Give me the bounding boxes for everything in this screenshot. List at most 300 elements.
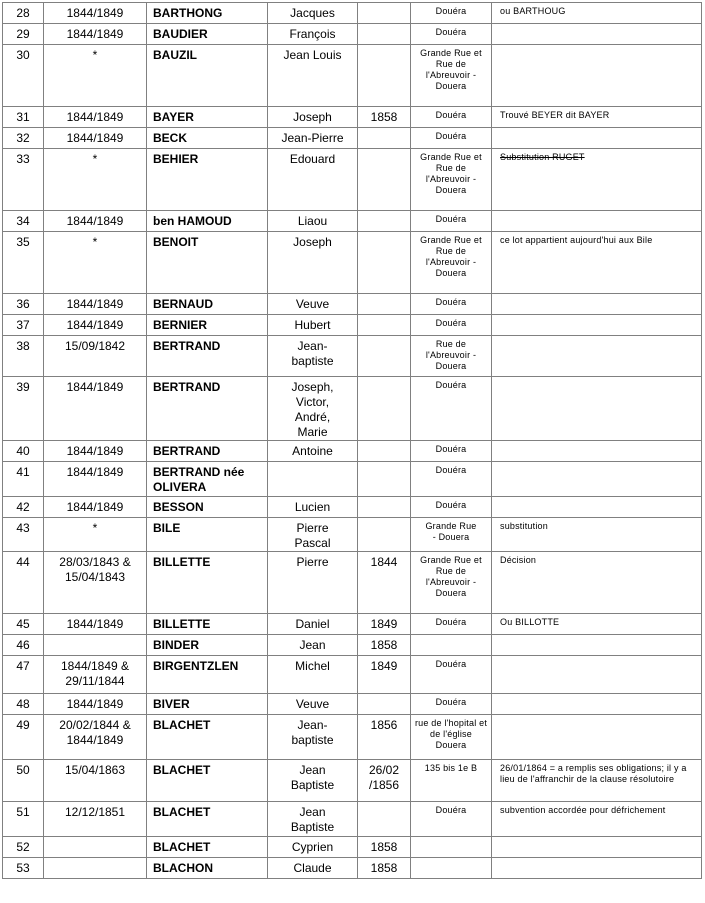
remarks-cell <box>492 45 702 107</box>
grant-date-cell <box>44 128 147 149</box>
location-cell <box>411 518 492 552</box>
surname-cell <box>147 232 268 294</box>
row-number: 38 <box>16 339 30 353</box>
remarks: ou BARTHOUG <box>500 6 566 16</box>
surname: BAUZIL <box>153 48 197 62</box>
year: 1844 <box>370 555 398 569</box>
first-name: Liaou <box>297 214 328 228</box>
year-cell <box>358 760 411 802</box>
first-name: Jean <box>299 638 326 652</box>
year-cell <box>358 3 411 24</box>
location: Douéra <box>435 500 467 510</box>
surname: BLACHON <box>153 861 213 875</box>
first-name-cell <box>268 760 358 802</box>
location: Douéra <box>435 214 467 224</box>
remarks-cell <box>492 694 702 715</box>
surname-cell <box>147 552 268 614</box>
surname-cell <box>147 694 268 715</box>
grant-date: 1844/1849 <box>66 110 124 124</box>
location: Douéra <box>435 27 467 37</box>
grant-date: 1844/1849 <box>66 617 124 631</box>
row-number-cell <box>3 24 44 45</box>
year-cell <box>358 107 411 128</box>
row-number: 48 <box>16 697 30 711</box>
row-number-cell <box>3 694 44 715</box>
remarks-cell <box>492 635 702 656</box>
remarks-cell <box>492 441 702 462</box>
table-row <box>3 294 702 315</box>
table-row <box>3 377 702 441</box>
location-cell <box>411 315 492 336</box>
grant-date: 15/09/1842 <box>64 339 126 353</box>
first-name-cell <box>268 518 358 552</box>
location: Grande Rue et Rue de l'Abreuvoir - Douera <box>420 152 482 195</box>
location: Douéra <box>435 444 467 454</box>
first-name-cell <box>268 858 358 879</box>
row-number-cell <box>3 614 44 635</box>
row-number: 37 <box>16 318 30 332</box>
first-name: Hubert <box>294 318 331 332</box>
year-cell <box>358 24 411 45</box>
location-cell <box>411 614 492 635</box>
location-cell <box>411 24 492 45</box>
surname: BIRGENTZLEN <box>153 659 239 673</box>
first-name-cell <box>268 3 358 24</box>
surname-cell <box>147 462 268 497</box>
year-cell <box>358 211 411 232</box>
location-cell <box>411 656 492 694</box>
row-number: 41 <box>16 465 30 479</box>
grant-date: 1844/1849 <box>66 131 124 145</box>
surname: BARTHONG <box>153 6 223 20</box>
surname-cell <box>147 858 268 879</box>
table-row <box>3 552 702 614</box>
grant-date-cell <box>44 336 147 377</box>
location: Douéra <box>435 318 467 328</box>
first-name: Pierre Pascal <box>294 521 331 550</box>
surname: BESSON <box>153 500 204 514</box>
row-number: 36 <box>16 297 30 311</box>
grant-date: * <box>92 235 98 249</box>
year: 1858 <box>370 840 398 854</box>
year-cell <box>358 441 411 462</box>
surname: BLACHET <box>153 718 211 732</box>
location: Douéra <box>435 805 467 815</box>
grant-date: * <box>92 152 98 166</box>
remarks-cell <box>492 614 702 635</box>
first-name-cell <box>268 294 358 315</box>
remarks: Ou BILLOTTE <box>500 617 560 627</box>
row-number-cell <box>3 858 44 879</box>
grant-date: 1844/1849 <box>66 380 124 394</box>
first-name-cell <box>268 441 358 462</box>
location: Douéra <box>435 617 467 627</box>
location: Grande Rue et Rue de l'Abreuvoir - Douera <box>420 48 482 91</box>
first-name-cell <box>268 715 358 760</box>
grant-date: 1844/1849 <box>66 697 124 711</box>
surname-cell <box>147 128 268 149</box>
grant-date-cell <box>44 715 147 760</box>
grant-date-cell <box>44 45 147 107</box>
first-name: Edouard <box>289 152 336 166</box>
year-cell <box>358 715 411 760</box>
remarks-cell <box>492 3 702 24</box>
location-cell <box>411 694 492 715</box>
surname: BERTRAND <box>153 380 221 394</box>
year-cell <box>358 462 411 497</box>
grant-date: 1844/1849 <box>66 6 124 20</box>
first-name-cell <box>268 614 358 635</box>
surname: BEHIER <box>153 152 199 166</box>
surname: BLACHET <box>153 840 211 854</box>
grant-date-cell <box>44 3 147 24</box>
year-cell <box>358 518 411 552</box>
first-name: Cyprien <box>291 840 334 854</box>
first-name: Jean- baptiste <box>291 339 334 368</box>
year: 1858 <box>370 638 398 652</box>
row-number: 47 <box>16 659 30 673</box>
grant-date: 1844/1849 <box>66 214 124 228</box>
table-row <box>3 858 702 879</box>
first-name-cell <box>268 315 358 336</box>
year-cell <box>358 336 411 377</box>
surname-cell <box>147 377 268 441</box>
table-row <box>3 232 702 294</box>
first-name-cell <box>268 802 358 837</box>
table-row <box>3 694 702 715</box>
remarks-cell <box>492 211 702 232</box>
grant-date-cell <box>44 107 147 128</box>
first-name: François <box>289 27 336 41</box>
surname-cell <box>147 107 268 128</box>
row-number-cell <box>3 802 44 837</box>
row-number: 32 <box>16 131 30 145</box>
first-name-cell <box>268 462 358 497</box>
grant-date: 1844/1849 <box>66 297 124 311</box>
table-row <box>3 3 702 24</box>
surname: BERTRAND née OLIVERA <box>153 465 245 494</box>
surname-cell <box>147 45 268 107</box>
grant-date: 1844/1849 <box>66 318 124 332</box>
location: 135 bis 1e B <box>424 763 478 773</box>
grant-date-cell <box>44 837 147 858</box>
grant-date: * <box>92 48 98 62</box>
location: Grande Rue - Douera <box>425 521 477 542</box>
remarks: substitution <box>500 521 548 531</box>
row-number-cell <box>3 441 44 462</box>
location-cell <box>411 802 492 837</box>
surname: BAUDIER <box>153 27 208 41</box>
year-cell <box>358 45 411 107</box>
grant-date-cell <box>44 315 147 336</box>
surname: BILE <box>153 521 181 535</box>
location: Grande Rue et Rue de l'Abreuvoir - Douera <box>420 555 482 598</box>
first-name: Pierre <box>296 555 329 569</box>
table-row <box>3 497 702 518</box>
surname: BILLETTE <box>153 555 211 569</box>
first-name: Jean- baptiste <box>291 718 334 747</box>
grant-date: 1844/1849 & 29/11/1844 <box>60 659 130 688</box>
grant-date-cell <box>44 802 147 837</box>
location-cell <box>411 462 492 497</box>
table-row <box>3 315 702 336</box>
first-name: Jacques <box>290 6 335 20</box>
first-name: Antoine <box>292 444 333 458</box>
remarks-cell <box>492 336 702 377</box>
table-row <box>3 24 702 45</box>
table-row <box>3 128 702 149</box>
year-cell <box>358 294 411 315</box>
year: 1858 <box>370 110 398 124</box>
surname-cell <box>147 837 268 858</box>
surname-cell <box>147 294 268 315</box>
surname: ben HAMOUD <box>153 214 232 228</box>
surname-cell <box>147 3 268 24</box>
first-name: Daniel <box>295 617 330 631</box>
location: Douéra <box>435 659 467 669</box>
grant-date-cell <box>44 441 147 462</box>
register-body <box>3 3 702 879</box>
surname: BENOIT <box>153 235 199 249</box>
year-cell <box>358 497 411 518</box>
grant-date-cell <box>44 635 147 656</box>
remarks-cell <box>492 149 702 211</box>
location-cell <box>411 3 492 24</box>
location-cell <box>411 858 492 879</box>
first-name-cell <box>268 377 358 441</box>
surname-cell <box>147 211 268 232</box>
table-row <box>3 149 702 211</box>
surname: BLACHET <box>153 805 211 819</box>
grant-date-cell <box>44 377 147 441</box>
register-table <box>2 2 702 879</box>
first-name-cell <box>268 656 358 694</box>
location-cell <box>411 128 492 149</box>
remarks-cell <box>492 128 702 149</box>
year-cell <box>358 656 411 694</box>
year-cell <box>358 232 411 294</box>
grant-date: 1844/1849 <box>66 27 124 41</box>
first-name-cell <box>268 635 358 656</box>
table-row <box>3 518 702 552</box>
location-cell <box>411 336 492 377</box>
remarks: subvention accordée pour défrichement <box>500 805 666 815</box>
grant-date-cell <box>44 694 147 715</box>
row-number: 33 <box>16 152 30 166</box>
remarks-cell <box>492 24 702 45</box>
grant-date: 15/04/1863 <box>64 763 126 777</box>
grant-date-cell <box>44 552 147 614</box>
row-number: 44 <box>16 555 30 569</box>
row-number-cell <box>3 45 44 107</box>
year-cell <box>358 377 411 441</box>
row-number: 43 <box>16 521 30 535</box>
first-name: Joseph, Victor, André, Marie <box>291 380 334 439</box>
remarks-cell <box>492 315 702 336</box>
remarks-cell <box>492 656 702 694</box>
first-name: Lucien <box>294 500 331 514</box>
row-number-cell <box>3 518 44 552</box>
surname: BERNAUD <box>153 297 213 311</box>
row-number: 50 <box>16 763 30 777</box>
year: 1849 <box>370 617 398 631</box>
row-number: 42 <box>16 500 30 514</box>
location: Douéra <box>435 110 467 120</box>
first-name: Claude <box>293 861 332 875</box>
first-name: Joseph <box>293 235 332 249</box>
year: 1849 <box>370 659 398 673</box>
year-cell <box>358 837 411 858</box>
first-name-cell <box>268 128 358 149</box>
location-cell <box>411 107 492 128</box>
grant-date: 28/03/1843 & 15/04/1843 <box>59 555 131 584</box>
grant-date-cell <box>44 211 147 232</box>
grant-date: 12/12/1851 <box>64 805 126 819</box>
first-name: Jean-Pierre <box>281 131 344 145</box>
location: Douéra <box>435 6 467 16</box>
remarks-cell <box>492 552 702 614</box>
first-name: Jean Louis <box>283 48 342 62</box>
table-row <box>3 802 702 837</box>
year-cell <box>358 552 411 614</box>
remarks-cell <box>492 462 702 497</box>
row-number-cell <box>3 3 44 24</box>
row-number: 34 <box>16 214 30 228</box>
first-name-cell <box>268 552 358 614</box>
location-cell <box>411 232 492 294</box>
first-name-cell <box>268 107 358 128</box>
row-number-cell <box>3 294 44 315</box>
surname-cell <box>147 614 268 635</box>
row-number: 52 <box>16 840 30 854</box>
surname-cell <box>147 635 268 656</box>
table-row <box>3 107 702 128</box>
first-name-cell <box>268 336 358 377</box>
first-name-cell <box>268 149 358 211</box>
grant-date-cell <box>44 497 147 518</box>
surname-cell <box>147 715 268 760</box>
table-row <box>3 614 702 635</box>
location-cell <box>411 294 492 315</box>
remarks: 26/01/1864 = a remplis ses obligations; il y a lieu de l'affranchir de la clause résolutoire <box>500 763 687 784</box>
row-number: 53 <box>16 861 30 875</box>
grant-date-cell <box>44 232 147 294</box>
row-number: 51 <box>16 805 30 819</box>
surname-cell <box>147 656 268 694</box>
remarks-cell <box>492 760 702 802</box>
row-number: 46 <box>16 638 30 652</box>
first-name-cell <box>268 694 358 715</box>
row-number-cell <box>3 462 44 497</box>
year-cell <box>358 802 411 837</box>
grant-date-cell <box>44 149 147 211</box>
remarks-cell <box>492 715 702 760</box>
year-cell <box>358 128 411 149</box>
table-row <box>3 837 702 858</box>
surname: BERTRAND <box>153 339 221 353</box>
location: Douéra <box>435 380 467 390</box>
row-number-cell <box>3 656 44 694</box>
row-number-cell <box>3 635 44 656</box>
year-cell <box>358 858 411 879</box>
row-number-cell <box>3 377 44 441</box>
grant-date: * <box>92 521 98 535</box>
table-row <box>3 760 702 802</box>
grant-date: 1844/1849 <box>66 500 124 514</box>
row-number-cell <box>3 760 44 802</box>
first-name-cell <box>268 45 358 107</box>
grant-date: 20/02/1844 & 1844/1849 <box>59 718 131 747</box>
remarks-cell <box>492 377 702 441</box>
location: rue de l'hopital et de l'église Douera <box>414 718 488 750</box>
row-number: 28 <box>16 6 30 20</box>
grant-date-cell <box>44 858 147 879</box>
first-name-cell <box>268 24 358 45</box>
row-number-cell <box>3 715 44 760</box>
surname: BILLETTE <box>153 617 211 631</box>
surname: BIVER <box>153 697 190 711</box>
grant-date: 1844/1849 <box>66 444 124 458</box>
location-cell <box>411 441 492 462</box>
location-cell <box>411 45 492 107</box>
surname-cell <box>147 315 268 336</box>
row-number: 39 <box>16 380 30 394</box>
location: Douéra <box>435 465 467 475</box>
location-cell <box>411 552 492 614</box>
year-cell <box>358 614 411 635</box>
first-name-cell <box>268 232 358 294</box>
row-number-cell <box>3 497 44 518</box>
first-name-cell <box>268 497 358 518</box>
surname: BINDER <box>153 638 200 652</box>
remarks: Substitution RUGET <box>500 152 585 162</box>
year: 1858 <box>370 861 398 875</box>
row-number-cell <box>3 107 44 128</box>
row-number-cell <box>3 552 44 614</box>
first-name: Jean Baptiste <box>290 805 335 834</box>
table-row <box>3 211 702 232</box>
row-number-cell <box>3 211 44 232</box>
grant-date-cell <box>44 656 147 694</box>
location-cell <box>411 715 492 760</box>
surname: BERTRAND <box>153 444 221 458</box>
surname: BECK <box>153 131 188 145</box>
row-number: 31 <box>16 110 30 124</box>
grant-date-cell <box>44 760 147 802</box>
location-cell <box>411 211 492 232</box>
table-row <box>3 656 702 694</box>
year-cell <box>358 694 411 715</box>
remarks-cell <box>492 802 702 837</box>
surname-cell <box>147 497 268 518</box>
remarks-cell <box>492 232 702 294</box>
location-cell <box>411 635 492 656</box>
grant-date-cell <box>44 462 147 497</box>
first-name: Veuve <box>295 697 330 711</box>
surname: BERNIER <box>153 318 208 332</box>
location: Rue de l'Abreuvoir - Douera <box>425 339 477 371</box>
location: Douéra <box>435 297 467 307</box>
grant-date-cell <box>44 518 147 552</box>
surname-cell <box>147 518 268 552</box>
surname-cell <box>147 336 268 377</box>
surname: BLACHET <box>153 763 211 777</box>
grant-date-cell <box>44 614 147 635</box>
row-number: 30 <box>16 48 30 62</box>
year: 26/02 /1856 <box>368 763 400 792</box>
location-cell <box>411 377 492 441</box>
surname: BAYER <box>153 110 194 124</box>
